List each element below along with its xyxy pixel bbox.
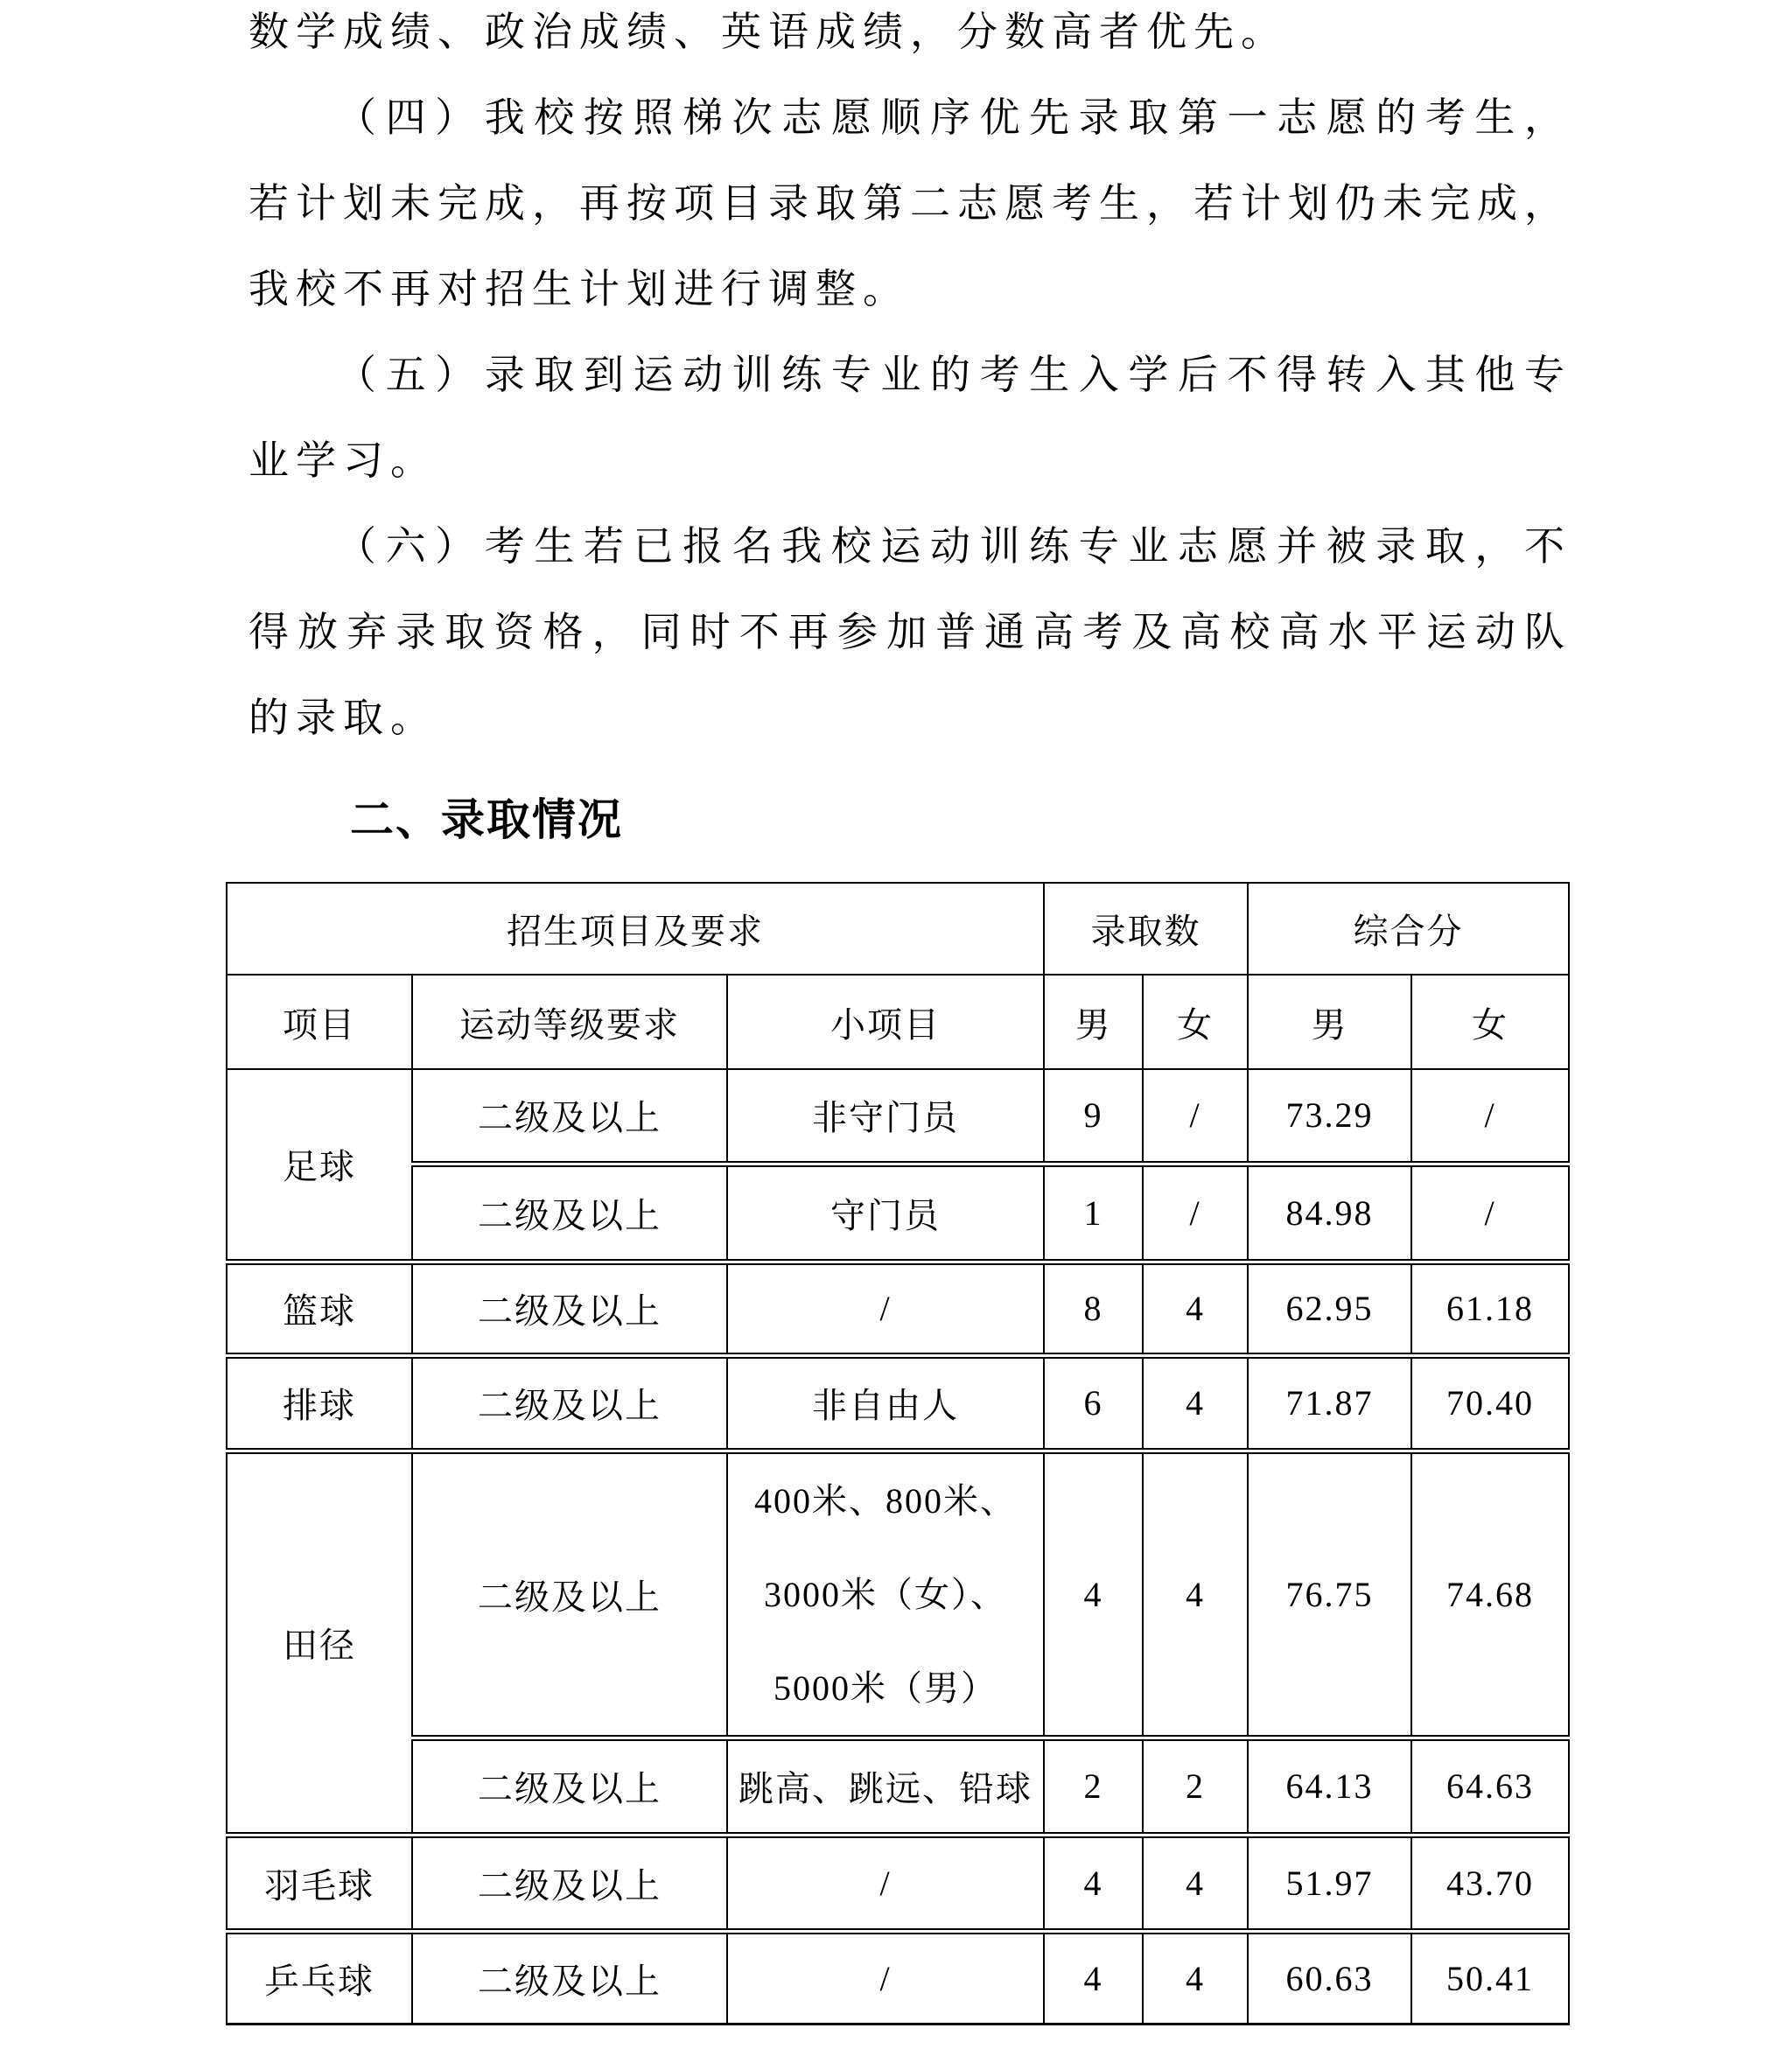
table-head [227,883,1569,1069]
text-line: 的录取。 [248,696,438,740]
body-text [248,0,1572,761]
table-row [227,1835,1569,1931]
text-line: （四）我校按照梯次志愿顺序优先录取第一志愿的考生， [336,95,1572,140]
table-row [227,1069,1569,1164]
table-body [227,1069,1569,2024]
table-cell: 4 [1044,1835,1143,1931]
table-cell: 田径 [227,1451,412,1835]
table-cell: 84.98 [1248,1164,1411,1262]
header-cell: 男 [1044,975,1143,1069]
text-line: 得放弃录取资格，同时不再参加普通高考及高校高水平运动队 [248,610,1572,654]
table-cell: 70.40 [1411,1355,1569,1451]
table-cell: 二级及以上 [412,1262,727,1355]
cell-line: 3000米（女）、 [764,1574,1008,1614]
table-row [227,1451,1569,1738]
header-cell: 小项目 [727,975,1044,1069]
header-cell: 运动等级要求 [412,975,727,1069]
table-cell: 非守门员 [727,1069,1044,1164]
table-row [227,1355,1569,1451]
table-cell: 71.87 [1248,1355,1411,1451]
table-cell: 二级及以上 [412,1069,727,1164]
table-cell: 二级及以上 [412,1451,727,1738]
table-row [227,1931,1569,2024]
table-cell: 4 [1143,1451,1248,1738]
table-cell: 64.63 [1411,1738,1569,1835]
admission-table [226,882,1570,2025]
table-cell: 61.18 [1411,1262,1569,1355]
table-cell: / [1411,1069,1569,1164]
table-cell: 二级及以上 [412,1738,727,1835]
table-cell: 2 [1044,1738,1143,1835]
table-cell: 4 [1143,1262,1248,1355]
text-line: 业学习。 [248,438,438,483]
table-row [227,1164,1569,1262]
table-cell: / [1143,1069,1248,1164]
table-cell: 二级及以上 [412,1835,727,1931]
table-cell: 51.97 [1248,1835,1411,1931]
table-cell: 跳高、跳远、铅球 [727,1738,1044,1835]
table-cell: 1 [1044,1164,1143,1262]
header-cell: 女 [1411,975,1569,1069]
table-cell: 羽毛球 [227,1835,412,1931]
table-cell: 43.70 [1411,1835,1569,1931]
table-cell: 73.29 [1248,1069,1411,1164]
table-cell: 二级及以上 [412,1355,727,1451]
table-cell: 6 [1044,1355,1143,1451]
table-cell: 4 [1143,1355,1248,1451]
table-cell: 二级及以上 [412,1931,727,2024]
header-cell: 综合分 [1248,883,1569,975]
table-cell: 2 [1143,1738,1248,1835]
section-heading: 二、录取情况 [350,795,623,844]
table-cell: 9 [1044,1069,1143,1164]
table-cell: 4 [1044,1451,1143,1738]
text-line: 若计划未完成，再按项目录取第二志愿考生，若计划仍未完成， [248,181,1572,226]
table-cell: 4 [1143,1931,1248,2024]
table-cell: 篮球 [227,1262,412,1355]
header-cell: 录取数 [1044,883,1248,975]
table-row [227,1738,1569,1835]
table-cell: / [727,1931,1044,2024]
table-cell: 50.41 [1411,1931,1569,2024]
text-line: （六）考生若已报名我校运动训练专业志愿并被录取，不 [336,524,1572,569]
table-cell: 守门员 [727,1164,1044,1262]
table-cell: 4 [1044,1931,1143,2024]
table-cell: 60.63 [1248,1931,1411,2024]
table-header-row [227,883,1569,975]
table-cell: 76.75 [1248,1451,1411,1738]
table-cell: / [727,1262,1044,1355]
text-line: 我校不再对招生计划进行调整。 [248,267,910,311]
header-cell: 项目 [227,975,412,1069]
table-cell: 74.68 [1411,1451,1569,1738]
text-line: 数学成绩、政治成绩、英语成绩，分数高者优先。 [248,10,1288,54]
table-cell [727,1451,1044,1738]
cell-line: 5000米（男） [774,1668,998,1708]
table-cell: / [727,1835,1044,1931]
table-cell: 4 [1143,1835,1248,1931]
header-cell: 女 [1143,975,1248,1069]
table-header-row [227,975,1569,1069]
table-cell: 64.13 [1248,1738,1411,1835]
table-cell: / [1143,1164,1248,1262]
cell-line: 400米、800米、 [754,1480,1018,1521]
table-row [227,1262,1569,1355]
text-line: （五）录取到运动训练专业的考生入学后不得转入其他专 [336,353,1572,397]
table-cell: 排球 [227,1355,412,1451]
header-cell: 男 [1248,975,1411,1069]
table-cell: 62.95 [1248,1262,1411,1355]
table-cell: 8 [1044,1262,1143,1355]
table-cell: 足球 [227,1069,412,1262]
table-cell: 乒乓球 [227,1931,412,2024]
header-cell: 招生项目及要求 [227,883,1044,975]
table-cell: 非自由人 [727,1355,1044,1451]
table-cell: / [1411,1164,1569,1262]
table-cell: 二级及以上 [412,1164,727,1262]
